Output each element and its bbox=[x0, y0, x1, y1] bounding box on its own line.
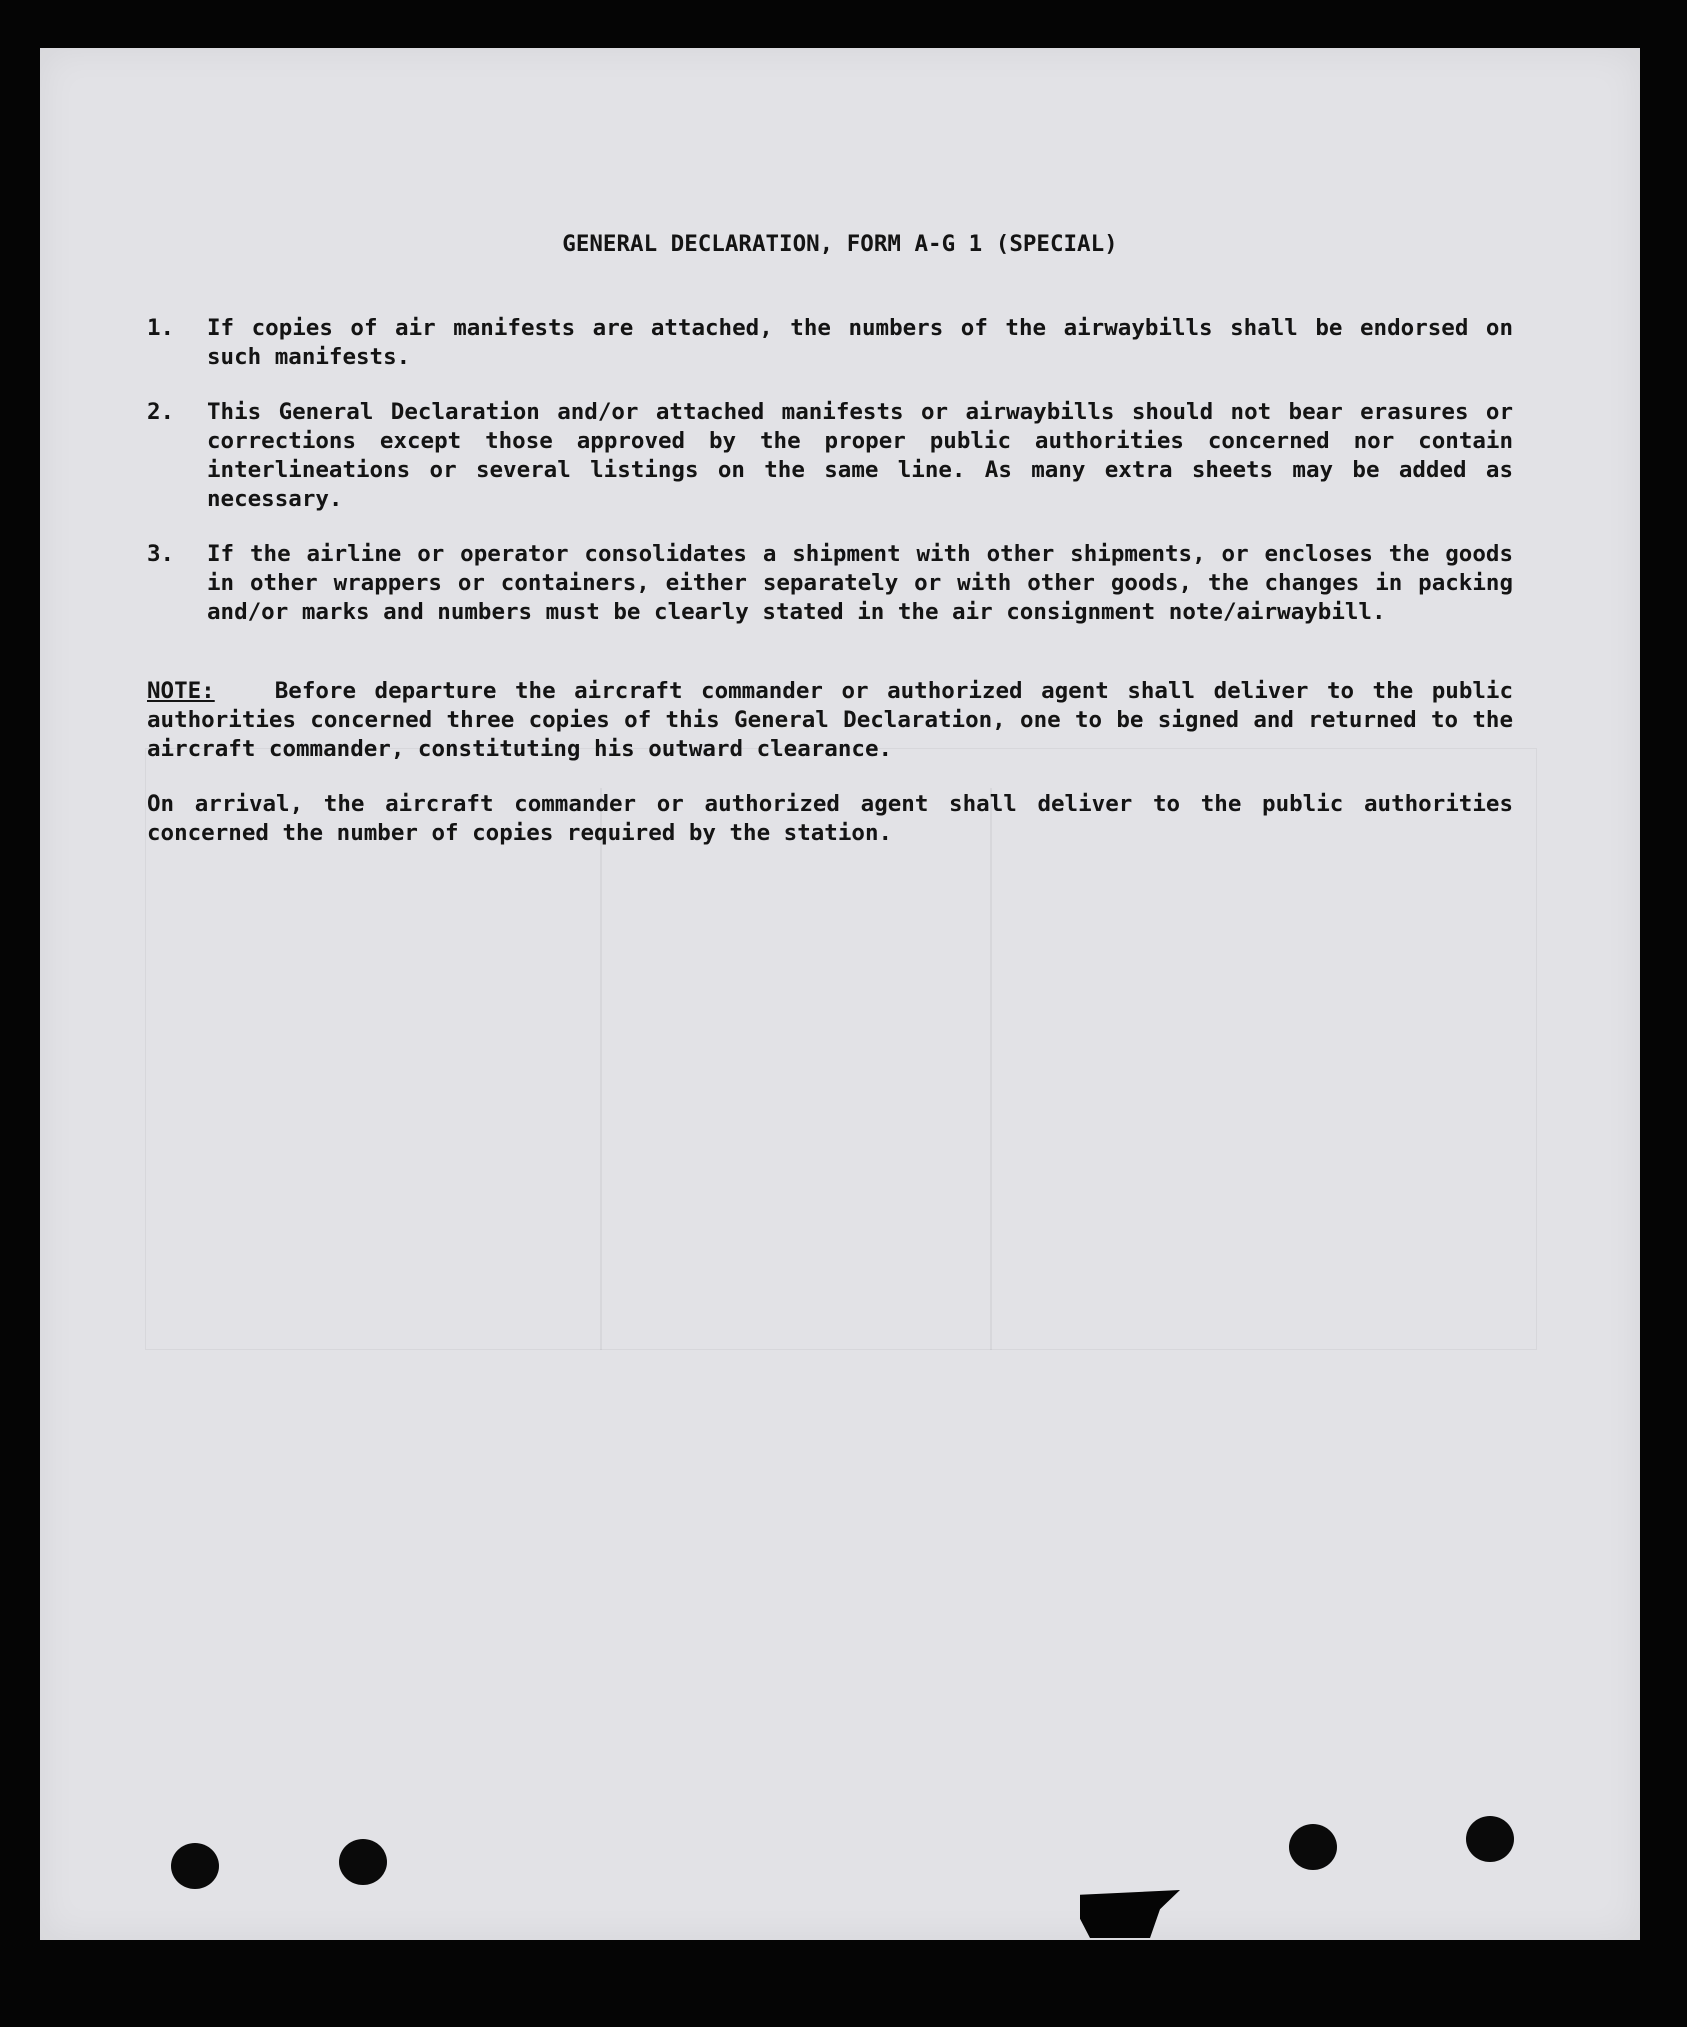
declaration-text bbox=[147, 230, 1513, 848]
note-text: Before departure the aircraft commander or authorized agent shall deliver to the public authorities concerned three copies of this General Declaration, one to be signed and returned to the aircraft commander, constituting his outward clearance. bbox=[147, 678, 1513, 762]
instruction-item bbox=[147, 314, 1513, 372]
item-number: 2. bbox=[147, 399, 175, 425]
item-text: If the airline or operator consolidates a shipment with other shipments, or encloses the goods in other wrappers or containers, either separately or with other goods, the changes in packing and/or marks and numbers must be clearly stated in the air consignment note/airwaybill. bbox=[207, 541, 1513, 625]
item-number: 1. bbox=[147, 315, 175, 341]
bleed-through-column bbox=[600, 788, 602, 1350]
item-text: This General Declaration and/or attached manifests or airwaybills should not bear erasures or corrections except those approved by the proper public authorities concerned nor contain interlineations or several listings on the same line. As many extra sheets may be added as necessary. bbox=[207, 399, 1513, 512]
instruction-item bbox=[147, 398, 1513, 514]
note-paragraph bbox=[147, 677, 1513, 764]
punch-hole bbox=[171, 1843, 219, 1889]
punch-hole bbox=[1289, 1824, 1337, 1870]
item-text: If copies of air manifests are attached, the numbers of the airwaybills shall be endorsed on such manifests. bbox=[207, 315, 1513, 370]
note-label: NOTE: bbox=[147, 678, 215, 704]
instruction-item bbox=[147, 540, 1513, 627]
punch-hole bbox=[339, 1839, 387, 1885]
arrival-paragraph: On arrival, the aircraft commander or authorized agent shall deliver to the public authorities concerned the number of copies required by the station. bbox=[147, 791, 1513, 846]
item-number: 3. bbox=[147, 541, 175, 567]
punch-hole bbox=[1466, 1816, 1514, 1862]
bleed-through-column bbox=[990, 788, 992, 1350]
document-title: GENERAL DECLARATION, FORM A-G 1 (SPECIAL) bbox=[562, 231, 1118, 257]
